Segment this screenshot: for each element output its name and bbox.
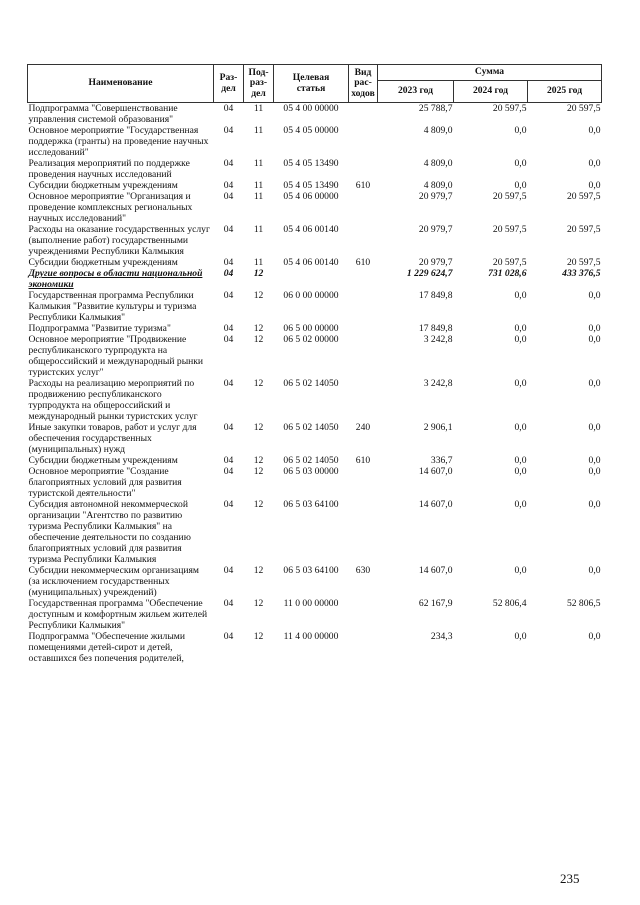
row-section: 04 — [223, 257, 234, 268]
table-row — [28, 103, 602, 126]
row-amount-2025: 0,0 — [588, 631, 601, 642]
budget-table — [27, 64, 602, 664]
row-subsection: 12 — [253, 422, 264, 433]
row-section: 04 — [223, 631, 234, 642]
row-target-article: 05 4 06 00140 — [283, 224, 339, 235]
row-section: 04 — [223, 598, 234, 609]
row-name: Субсидии бюджетным учреждениям — [28, 180, 178, 191]
row-amount-2025: 20 597,5 — [566, 257, 601, 268]
row-amount-2023: 20 979,7 — [418, 257, 453, 268]
row-section: 04 — [223, 191, 234, 202]
row-name: Расходы на реализацию мероприятий по продвижению республиканского турпродукта на общероссийский и международный рынки туристских услуг — [28, 378, 198, 422]
row-amount-2023: 25 788,7 — [418, 103, 453, 114]
row-target-article: 06 5 03 00000 — [283, 466, 339, 477]
row-amount-2024: 0,0 — [514, 466, 527, 477]
header-subsection: Под- раз- дел — [244, 65, 274, 103]
row-expense-type: 630 — [355, 565, 371, 576]
row-subsection: 12 — [253, 334, 264, 345]
row-subsection: 12 — [253, 268, 264, 279]
row-name: Субсидии некоммерческим организациям (за исключением государственных (муниципальных) учреждений) — [28, 565, 199, 598]
table-row — [28, 466, 602, 499]
row-amount-2025: 0,0 — [588, 334, 601, 345]
table-row — [28, 323, 602, 334]
header-name: Наименование — [28, 65, 214, 103]
row-subsection: 11 — [253, 125, 264, 136]
row-amount-2025: 52 806,5 — [566, 598, 601, 609]
row-section: 04 — [223, 455, 234, 466]
row-amount-2023: 62 167,9 — [418, 598, 453, 609]
row-amount-2023: 1 229 624,7 — [406, 268, 453, 279]
row-expense-type — [349, 103, 378, 126]
row-name: Субсидии бюджетным учреждениям — [28, 257, 178, 268]
row-amount-2024: 0,0 — [514, 180, 527, 191]
row-target-article: 05 4 05 13490 — [283, 158, 339, 169]
row-amount-2023: 4 809,0 — [423, 180, 453, 191]
row-amount-2023: 3 242,8 — [423, 378, 453, 389]
row-section: 04 — [223, 422, 234, 433]
row-name: Другие вопросы в области национальной экономики — [28, 268, 203, 290]
row-amount-2025: 0,0 — [588, 323, 601, 334]
row-expense-type — [349, 290, 378, 323]
header-section: Раз- дел — [214, 65, 244, 103]
row-expense-type — [349, 224, 378, 257]
row-amount-2025: 0,0 — [588, 455, 601, 466]
row-target-article — [274, 268, 349, 290]
row-section: 04 — [223, 334, 234, 345]
row-amount-2023: 4 809,0 — [423, 158, 453, 169]
row-subsection: 11 — [253, 158, 264, 169]
row-subsection: 12 — [253, 466, 264, 477]
row-amount-2024: 20 597,5 — [492, 257, 527, 268]
row-amount-2023: 14 607,0 — [418, 466, 453, 477]
row-amount-2023: 234,3 — [430, 631, 453, 642]
row-section: 04 — [223, 499, 234, 510]
table-row — [28, 422, 602, 455]
row-amount-2025: 0,0 — [588, 499, 601, 510]
row-name: Основное мероприятие "Создание благоприятных условий для развития туристской деятельности" — [28, 466, 182, 499]
row-expense-type — [349, 125, 378, 158]
row-amount-2023: 3 242,8 — [423, 334, 453, 345]
row-expense-type — [349, 598, 378, 631]
row-amount-2024: 0,0 — [514, 378, 527, 389]
table-row — [28, 125, 602, 158]
table-row — [28, 290, 602, 323]
row-name: Основное мероприятие "Государственная поддержка (гранты) на проведение научных исследований" — [28, 125, 209, 158]
row-amount-2023: 14 607,0 — [418, 565, 453, 576]
row-target-article: 06 5 02 14050 — [283, 378, 339, 389]
row-amount-2023: 17 849,8 — [418, 290, 453, 301]
row-expense-type — [349, 323, 378, 334]
row-subsection: 11 — [253, 103, 264, 114]
row-section: 04 — [223, 378, 234, 389]
row-amount-2025: 0,0 — [588, 422, 601, 433]
row-amount-2024: 20 597,5 — [492, 191, 527, 202]
row-amount-2024: 0,0 — [514, 290, 527, 301]
row-name: Расходы на оказание государственных услуг (выполнение работ) государственными учреждениями Республики Калмыкия — [28, 224, 210, 257]
row-target-article: 11 0 00 00000 — [283, 598, 339, 609]
row-target-article: 06 0 00 00000 — [283, 290, 339, 301]
row-amount-2024: 0,0 — [514, 499, 527, 510]
row-name: Подпрограмма "Обеспечение жилыми помещениями детей-сирот и детей, оставшихся без попечения родителей, — [28, 631, 185, 664]
row-section: 04 — [223, 103, 234, 114]
table-row — [28, 224, 602, 257]
row-amount-2025: 20 597,5 — [566, 103, 601, 114]
row-expense-type: 240 — [355, 422, 371, 433]
row-expense-type: 610 — [355, 180, 371, 191]
row-name: Государственная программа Республики Калмыкия "Развитие культуры и туризма Республики Калмыкия" — [28, 290, 197, 323]
row-amount-2023: 336,7 — [430, 455, 453, 466]
row-section: 04 — [223, 268, 234, 279]
row-amount-2025: 0,0 — [588, 466, 601, 477]
row-amount-2025: 20 597,5 — [566, 191, 601, 202]
table-row — [28, 158, 602, 180]
row-amount-2024: 0,0 — [514, 455, 527, 466]
row-name: Основное мероприятие "Продвижение республиканского турпродукта на общероссийский и международный рынки туристских услуг" — [28, 334, 204, 378]
table-row — [28, 378, 602, 422]
row-name: Подпрограмма "Развитие туризма" — [28, 323, 171, 334]
row-amount-2025: 433 376,5 — [562, 268, 601, 279]
row-expense-type — [349, 378, 378, 422]
row-subsection: 12 — [253, 455, 264, 466]
row-subsection: 11 — [253, 180, 264, 191]
row-amount-2023: 2 906,1 — [423, 422, 453, 433]
page-number: 235 — [560, 871, 580, 886]
row-expense-type — [349, 499, 378, 565]
row-section: 04 — [223, 158, 234, 169]
row-amount-2024: 20 597,5 — [492, 224, 527, 235]
row-subsection: 11 — [253, 257, 264, 268]
row-amount-2025: 0,0 — [588, 378, 601, 389]
row-amount-2025: 20 597,5 — [566, 224, 601, 235]
row-amount-2024: 0,0 — [514, 334, 527, 345]
row-expense-type — [349, 191, 378, 224]
row-amount-2024: 731 028,6 — [488, 268, 527, 279]
row-target-article: 05 4 05 00000 — [283, 125, 339, 136]
row-expense-type — [349, 158, 378, 180]
header-year-2023: 2023 год — [378, 81, 454, 103]
row-target-article: 06 5 02 14050 — [283, 455, 339, 466]
row-subsection: 12 — [253, 565, 264, 576]
row-amount-2023: 20 979,7 — [418, 224, 453, 235]
row-name: Подпрограмма "Совершенствование управления системой образования" — [28, 103, 178, 125]
row-amount-2024: 20 597,5 — [492, 103, 527, 114]
row-name: Государственная программа "Обеспечение доступным и комфортным жильем жителей Республики Калмыкия" — [28, 598, 208, 631]
row-subsection: 12 — [253, 323, 264, 334]
row-expense-type — [349, 631, 378, 664]
table-row — [28, 631, 602, 664]
row-target-article: 06 5 03 64100 — [283, 499, 339, 510]
row-expense-type — [349, 334, 378, 378]
row-subsection: 12 — [253, 598, 264, 609]
header-year-2025: 2025 год — [528, 81, 602, 103]
row-target-article: 11 4 00 00000 — [283, 631, 339, 642]
header-target: Целевая статья — [274, 65, 349, 103]
row-amount-2025: 0,0 — [588, 158, 601, 169]
row-target-article: 06 5 00 00000 — [283, 323, 339, 334]
row-section: 04 — [223, 290, 234, 301]
table-row — [28, 598, 602, 631]
table-row — [28, 191, 602, 224]
row-expense-type: 610 — [355, 257, 371, 268]
row-amount-2024: 0,0 — [514, 422, 527, 433]
row-name: Реализация мероприятий по поддержке проведения научных исследований — [28, 158, 190, 180]
row-expense-type: 610 — [355, 455, 371, 466]
row-subsection: 12 — [253, 499, 264, 510]
row-amount-2023: 4 809,0 — [423, 125, 453, 136]
table-row — [28, 180, 602, 191]
row-expense-type — [349, 466, 378, 499]
row-name: Иные закупки товаров, работ и услуг для обеспечения государственных (муниципальных) нужд — [28, 422, 197, 455]
row-name: Основное мероприятие "Организация и проведение комплексных региональных научных исследований" — [28, 191, 193, 224]
row-amount-2023: 17 849,8 — [418, 323, 453, 334]
row-target-article: 06 5 03 64100 — [283, 565, 339, 576]
row-amount-2024: 52 806,4 — [492, 598, 527, 609]
row-target-article: 06 5 02 14050 — [283, 422, 339, 433]
row-section: 04 — [223, 224, 234, 235]
row-expense-type — [349, 268, 378, 290]
row-amount-2025: 0,0 — [588, 565, 601, 576]
row-subsection: 12 — [253, 378, 264, 389]
row-section: 04 — [223, 180, 234, 191]
row-amount-2025: 0,0 — [588, 180, 601, 191]
row-name: Субсидии бюджетным учреждениям — [28, 455, 178, 466]
row-section: 04 — [223, 565, 234, 576]
row-target-article: 05 4 06 00000 — [283, 191, 339, 202]
row-amount-2024: 0,0 — [514, 631, 527, 642]
table-row — [28, 334, 602, 378]
row-subsection: 11 — [253, 224, 264, 235]
row-amount-2024: 0,0 — [514, 565, 527, 576]
row-amount-2024: 0,0 — [514, 125, 527, 136]
row-section: 04 — [223, 466, 234, 477]
header-sum: Сумма — [378, 65, 602, 81]
table-row — [28, 565, 602, 598]
row-amount-2023: 14 607,0 — [418, 499, 453, 510]
row-amount-2024: 0,0 — [514, 158, 527, 169]
row-subsection: 12 — [253, 631, 264, 642]
row-subsection: 12 — [253, 290, 264, 301]
header-year-2024: 2024 год — [454, 81, 528, 103]
row-section: 04 — [223, 323, 234, 334]
header-expense-type: Вид рас- ходов — [349, 65, 378, 103]
row-target-article: 05 4 05 13490 — [283, 180, 339, 191]
row-name: Субсидия автономной некоммерческой организации "Агентство по развитию туризма Республики Калмыкия" на обеспечение деятельности по созданию благоприятных условий для развития туризма Республики Калмыкия — [28, 499, 191, 565]
row-amount-2023: 20 979,7 — [418, 191, 453, 202]
table-row — [28, 499, 602, 565]
row-amount-2025: 0,0 — [588, 125, 601, 136]
table-row — [28, 257, 602, 268]
row-amount-2024: 0,0 — [514, 323, 527, 334]
row-target-article: 05 4 06 00140 — [283, 257, 339, 268]
row-target-article: 06 5 02 00000 — [283, 334, 339, 345]
row-target-article: 05 4 00 00000 — [283, 103, 339, 114]
row-amount-2025: 0,0 — [588, 290, 601, 301]
row-section: 04 — [223, 125, 234, 136]
table-row — [28, 455, 602, 466]
row-subsection: 11 — [253, 191, 264, 202]
table-row — [28, 268, 602, 290]
